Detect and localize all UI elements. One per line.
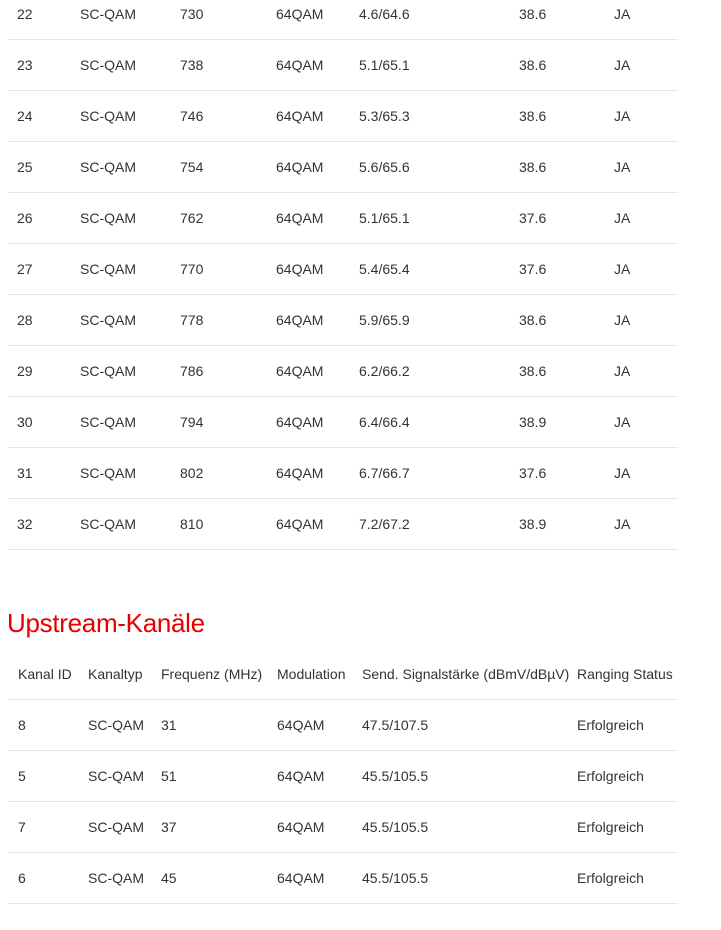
channel-type-cell: SC-QAM [80, 159, 136, 175]
table-row [8, 448, 678, 499]
locked-status-cell: JA [614, 159, 631, 175]
snr-cell: 38.9 [519, 516, 547, 532]
locked-status-cell: JA [614, 312, 631, 328]
column-header-channel-type: Kanaltyp [88, 666, 143, 682]
upstream-section-title: Upstream-Kanäle [7, 608, 205, 638]
table-row [8, 802, 678, 853]
channel-type-cell: SC-QAM [80, 57, 136, 73]
snr-cell: 38.6 [519, 57, 547, 73]
channel-type-cell: SC-QAM [80, 465, 136, 481]
ranging-status-cell: Erfolgreich [577, 819, 644, 835]
snr-cell: 38.6 [519, 108, 547, 124]
signal-strength-cell: 6.2/66.2 [359, 363, 410, 379]
column-header-signal-strength: Send. Signalstärke (dBmV/dBµV) [362, 666, 570, 682]
channel-id-cell: 6 [18, 870, 26, 886]
table-row [8, 40, 678, 91]
locked-status-cell: JA [614, 210, 631, 226]
signal-strength-cell: 45.5/105.5 [362, 870, 429, 886]
signal-strength-cell: 6.4/66.4 [359, 414, 410, 430]
frequency-cell: 730 [180, 6, 204, 22]
signal-strength-cell: 5.1/65.1 [359, 210, 410, 226]
snr-cell: 38.9 [519, 414, 547, 430]
modulation-cell: 64QAM [276, 159, 324, 175]
signal-strength-cell: 6.7/66.7 [359, 465, 410, 481]
table-row [8, 499, 678, 550]
frequency-cell: 770 [180, 261, 204, 277]
channel-type-cell: SC-QAM [80, 108, 136, 124]
locked-status-cell: JA [614, 6, 631, 22]
snr-cell: 37.6 [519, 210, 547, 226]
ranging-status-cell: Erfolgreich [577, 870, 644, 886]
signal-strength-cell: 5.4/65.4 [359, 261, 410, 277]
signal-strength-cell: 4.6/64.6 [359, 6, 410, 22]
frequency-cell: 746 [180, 108, 204, 124]
locked-status-cell: JA [614, 414, 631, 430]
channel-id-cell: 31 [17, 465, 33, 481]
channel-id-cell: 24 [17, 108, 33, 124]
table-row [8, 751, 678, 802]
locked-status-cell: JA [614, 363, 631, 379]
table-row [8, 853, 678, 904]
locked-status-cell: JA [614, 516, 631, 532]
ranging-status-cell: Erfolgreich [577, 717, 644, 733]
channel-id-cell: 26 [17, 210, 33, 226]
channel-type-cell: SC-QAM [88, 717, 144, 733]
frequency-cell: 786 [180, 363, 204, 379]
modulation-cell: 64QAM [277, 870, 325, 886]
snr-cell: 38.6 [519, 363, 547, 379]
frequency-cell: 810 [180, 516, 204, 532]
frequency-cell: 37 [161, 819, 177, 835]
signal-strength-cell: 5.6/65.6 [359, 159, 410, 175]
channel-id-cell: 7 [18, 819, 26, 835]
channel-id-cell: 28 [17, 312, 33, 328]
table-row [8, 244, 678, 295]
modulation-cell: 64QAM [276, 210, 324, 226]
frequency-cell: 738 [180, 57, 204, 73]
modulation-cell: 64QAM [276, 108, 324, 124]
modulation-cell: 64QAM [276, 465, 324, 481]
frequency-cell: 31 [161, 717, 177, 733]
modulation-cell: 64QAM [276, 57, 324, 73]
table-row [8, 142, 678, 193]
signal-strength-cell: 5.9/65.9 [359, 312, 410, 328]
frequency-cell: 802 [180, 465, 204, 481]
frequency-cell: 51 [161, 768, 177, 784]
channel-id-cell: 25 [17, 159, 33, 175]
locked-status-cell: JA [614, 108, 631, 124]
modulation-cell: 64QAM [276, 312, 324, 328]
table-header-row [8, 649, 678, 700]
channel-id-cell: 5 [18, 768, 26, 784]
signal-strength-cell: 47.5/107.5 [362, 717, 429, 733]
snr-cell: 38.6 [519, 6, 547, 22]
channel-id-cell: 29 [17, 363, 33, 379]
table-row [8, 193, 678, 244]
signal-strength-cell: 45.5/105.5 [362, 819, 429, 835]
signal-strength-cell: 7.2/67.2 [359, 516, 410, 532]
frequency-cell: 45 [161, 870, 177, 886]
channel-type-cell: SC-QAM [88, 768, 144, 784]
modulation-cell: 64QAM [276, 6, 324, 22]
locked-status-cell: JA [614, 465, 631, 481]
downstream-channels-table [8, 0, 678, 550]
table-row [8, 397, 678, 448]
column-header-ranging-status: Ranging Status [577, 666, 673, 682]
column-header-frequency: Frequenz (MHz) [161, 666, 263, 682]
table-row [8, 700, 678, 751]
modulation-cell: 64QAM [276, 261, 324, 277]
channel-type-cell: SC-QAM [80, 210, 136, 226]
signal-strength-cell: 5.3/65.3 [359, 108, 410, 124]
column-header-channel-id: Kanal ID [18, 666, 72, 682]
modulation-cell: 64QAM [276, 516, 324, 532]
snr-cell: 37.6 [519, 261, 547, 277]
modulation-cell: 64QAM [276, 363, 324, 379]
locked-status-cell: JA [614, 57, 631, 73]
modulation-cell: 64QAM [277, 717, 325, 733]
channel-id-cell: 32 [17, 516, 33, 532]
channel-id-cell: 22 [17, 6, 33, 22]
frequency-cell: 754 [180, 159, 204, 175]
channel-type-cell: SC-QAM [80, 414, 136, 430]
modulation-cell: 64QAM [276, 414, 324, 430]
channel-id-cell: 8 [18, 717, 26, 733]
snr-cell: 38.6 [519, 159, 547, 175]
frequency-cell: 778 [180, 312, 204, 328]
table-row [8, 91, 678, 142]
snr-cell: 38.6 [519, 312, 547, 328]
channel-type-cell: SC-QAM [80, 6, 136, 22]
channel-id-cell: 27 [17, 261, 33, 277]
locked-status-cell: JA [614, 261, 631, 277]
snr-cell: 37.6 [519, 465, 547, 481]
channel-type-cell: SC-QAM [80, 363, 136, 379]
column-header-modulation: Modulation [277, 666, 346, 682]
table-row [8, 295, 678, 346]
channel-type-cell: SC-QAM [88, 870, 144, 886]
frequency-cell: 762 [180, 210, 204, 226]
frequency-cell: 794 [180, 414, 204, 430]
table-row [8, 346, 678, 397]
channel-id-cell: 30 [17, 414, 33, 430]
ranging-status-cell: Erfolgreich [577, 768, 644, 784]
modulation-cell: 64QAM [277, 819, 325, 835]
modulation-cell: 64QAM [277, 768, 325, 784]
channel-type-cell: SC-QAM [80, 261, 136, 277]
signal-strength-cell: 5.1/65.1 [359, 57, 410, 73]
channel-type-cell: SC-QAM [88, 819, 144, 835]
table-row [8, 0, 678, 40]
channel-type-cell: SC-QAM [80, 516, 136, 532]
channel-type-cell: SC-QAM [80, 312, 136, 328]
upstream-channels-table [8, 649, 678, 904]
signal-strength-cell: 45.5/105.5 [362, 768, 429, 784]
channel-id-cell: 23 [17, 57, 33, 73]
